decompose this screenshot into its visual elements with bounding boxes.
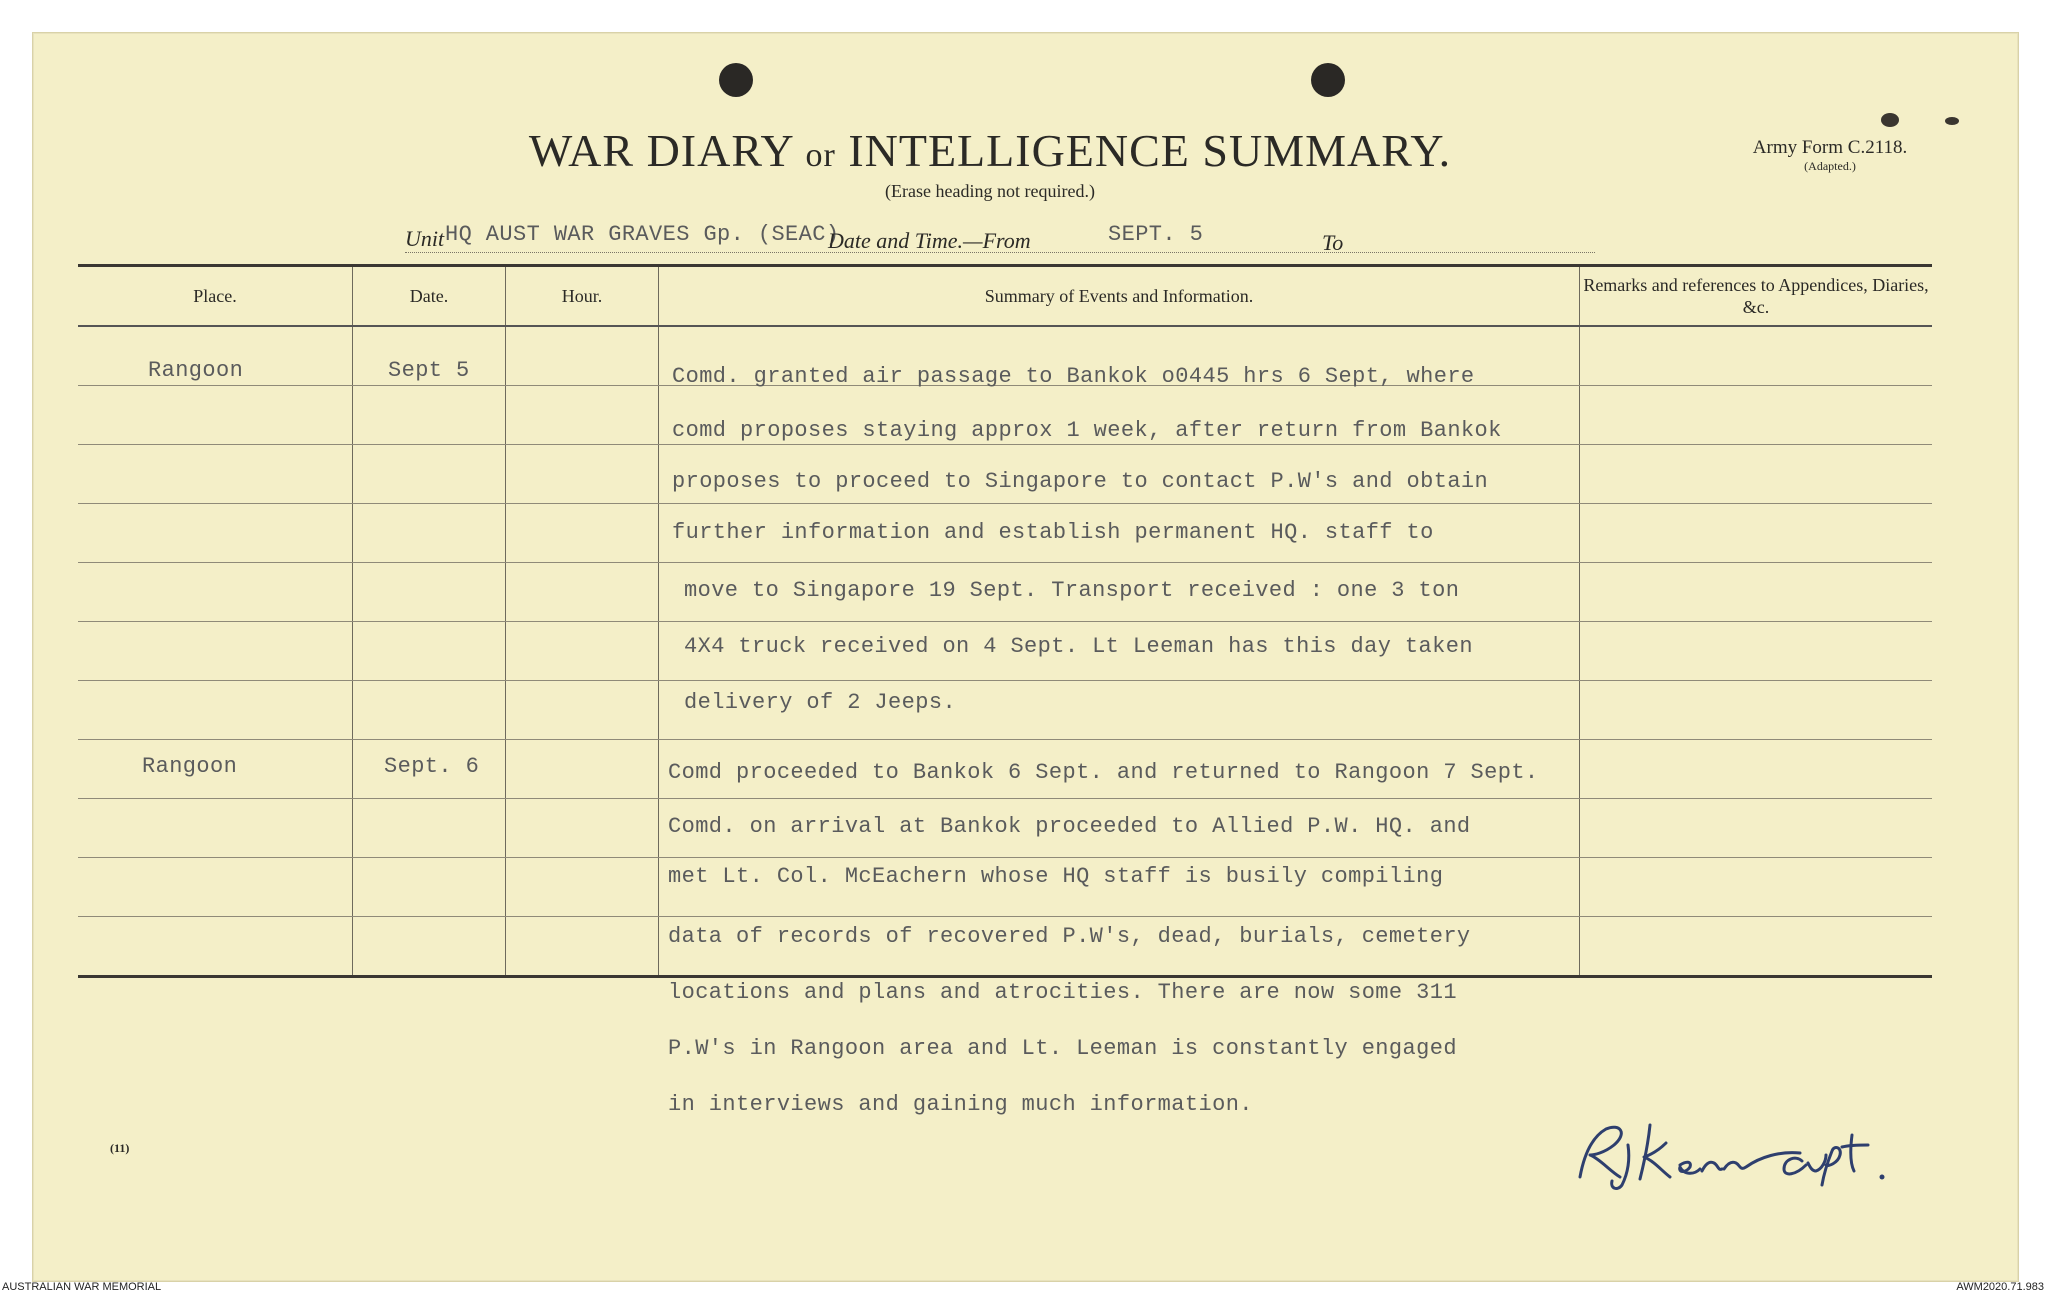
entry-line: locations and plans and atrocities. There are now some 311 <box>668 980 1457 1005</box>
title-or: or <box>805 137 836 174</box>
column-header-hour: Hour. <box>506 266 659 327</box>
entry-line: P.W's in Rangoon area and Lt. Leeman is constantly engaged <box>668 1036 1457 1061</box>
to-label: To <box>1322 230 1344 255</box>
date-time-label: Date and Time.—From <box>828 228 1031 253</box>
entry-line: further information and establish permanent HQ. staff to <box>672 520 1434 545</box>
army-form-number: Army Form C.2118. <box>1752 137 1908 158</box>
army-form-label <box>1720 137 1940 174</box>
army-form-note: (Adapted.) <box>1804 159 1856 173</box>
unit-label: Unit <box>405 226 445 251</box>
title-war-diary: WAR DIARY <box>528 125 793 176</box>
form-title <box>500 124 1480 177</box>
punch-hole-right <box>1311 63 1345 97</box>
entry-line: in interviews and gaining much information. <box>668 1092 1253 1117</box>
paper-damage-mark <box>1945 117 1959 125</box>
column-header-place: Place. <box>78 266 353 327</box>
column-header-summary: Summary of Events and Information. <box>659 266 1580 327</box>
form-subtitle: (Erase heading not required.) <box>885 181 1095 201</box>
entry-line: 4X4 truck received on 4 Sept. Lt Leeman has this day taken <box>684 634 1473 659</box>
entry-line: move to Singapore 19 Sept. Transport received : one 3 ton <box>684 578 1460 603</box>
form-print-code: (11) <box>110 1141 130 1155</box>
entry-place: Rangoon <box>148 358 244 383</box>
archive-credit: AUSTRALIAN WAR MEMORIAL <box>2 1281 162 1293</box>
column-header-remarks: Remarks and references to Appendices, Diaries, &c. <box>1580 266 1933 327</box>
entry-line: Comd. granted air passage to Bankok o0445 hrs 6 Sept, where <box>672 364 1475 389</box>
paper-damage-mark <box>1881 113 1899 127</box>
punch-hole-left <box>719 63 753 97</box>
entry-line: Comd. on arrival at Bankok proceeded to Allied P.W. HQ. and <box>668 814 1471 839</box>
archive-reference: AWM2020.71.983 <box>1956 1281 2044 1293</box>
entry-line: data of records of recovered P.W's, dead, burials, cemetery <box>668 924 1471 949</box>
date-from-value: SEPT. 5 <box>1108 222 1204 247</box>
title-intelligence-summary: INTELLIGENCE SUMMARY. <box>848 125 1452 176</box>
signature-image <box>1570 1115 1890 1195</box>
table-header-row <box>78 266 1932 327</box>
entry-line: proposes to proceed to Singapore to contact P.W's and obtain <box>672 469 1489 494</box>
entry-place: Rangoon <box>142 754 238 779</box>
entry-date: Sept. 6 <box>384 754 480 779</box>
entry-line: Comd proceeded to Bankok 6 Sept. and returned to Rangoon 7 Sept. <box>668 760 1539 785</box>
entry-line: comd proposes staying approx 1 week, after return from Bankok <box>672 418 1502 443</box>
entry-date: Sept 5 <box>388 358 470 383</box>
table-row <box>78 681 1932 740</box>
unit-value: HQ AUST WAR GRAVES Gp. (SEAC) <box>445 222 840 247</box>
entry-line: delivery of 2 Jeeps. <box>684 690 957 715</box>
column-header-date: Date. <box>353 266 506 327</box>
entry-line: met Lt. Col. McEachern whose HQ staff is busily compiling <box>668 864 1444 889</box>
